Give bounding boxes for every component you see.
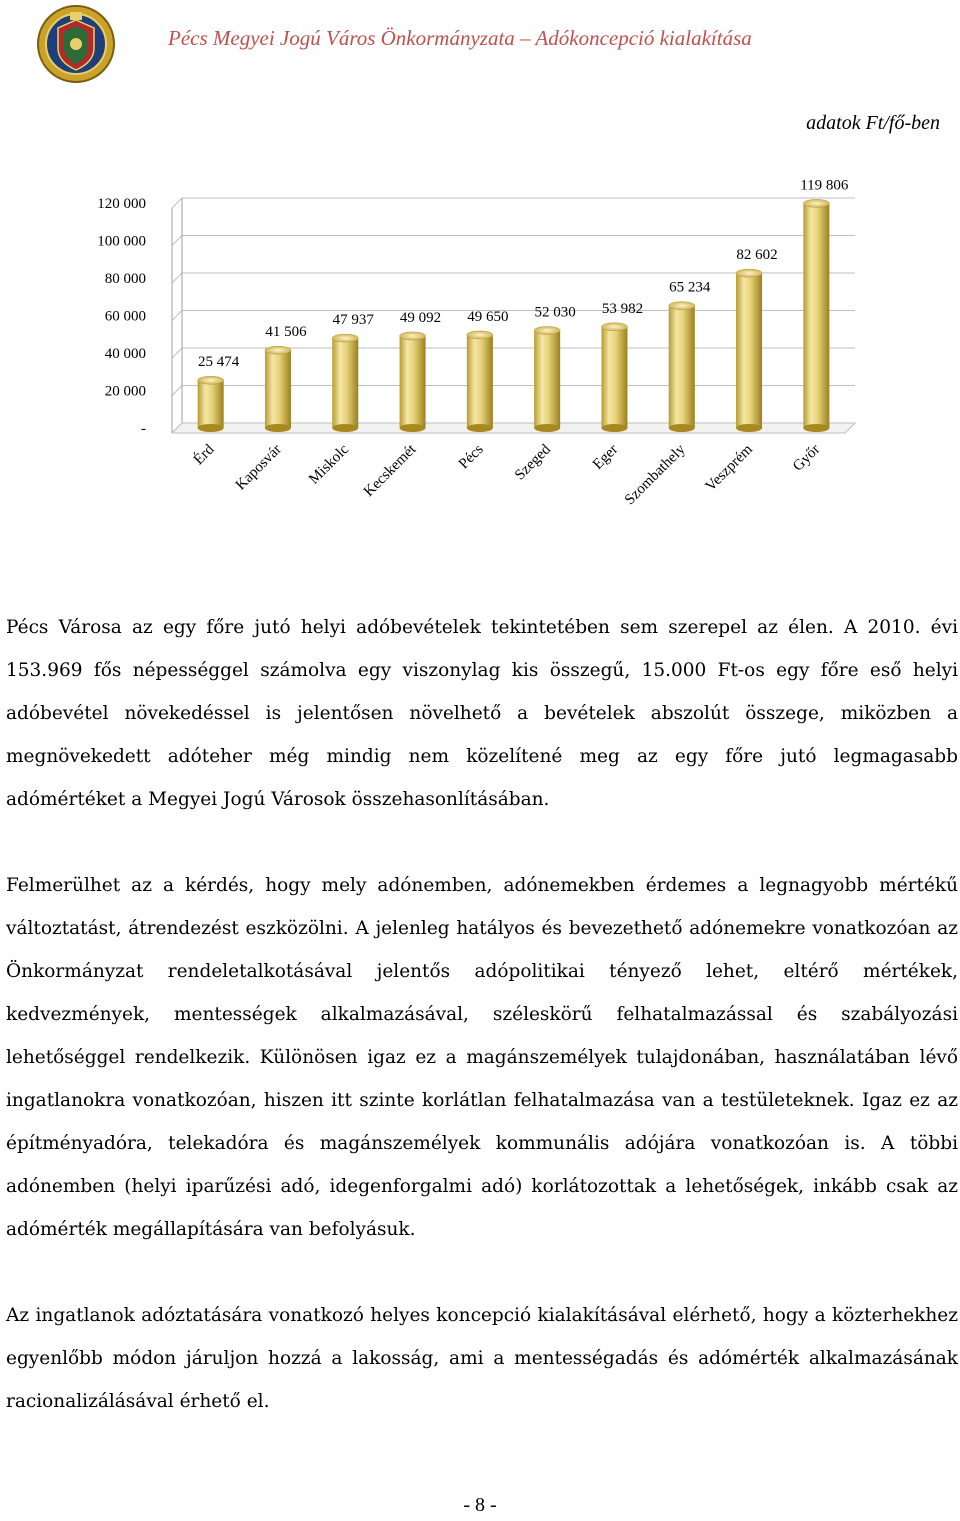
x-tick-label: Veszprém (702, 441, 756, 495)
bar-body (332, 338, 358, 428)
y-tick-label: 20 000 (104, 383, 146, 400)
bar-value-label: 53 982 (601, 300, 644, 317)
gridline-side (172, 273, 182, 283)
y-tick-label: 40 000 (104, 346, 146, 362)
x-tick-label: Pécs (455, 441, 487, 473)
bar-base (467, 424, 493, 432)
bar-base (265, 424, 291, 432)
bar-top (198, 376, 224, 384)
bar (534, 326, 560, 432)
paragraph-2: Felmerülhet az a kérdés, hogy mely adónemben, adónemekben érdemes a legnagyobb mértékű változtatást, átrendezést eszközölni. A jelenleg hatályos és bevezethető adónemekre vonatkozóan az Önkormányzat rendeletalkotásával jelentős adópolitikai tényező lehet, eltérő mértékek, kedvezmények, mentességek alkalmazásával, széleskörű felhatalmazással és szabályozási lehetőséggel rendelkezik. Különösen igaz ez a magánszemélyek tulajdonában, használatában lévő ingatlanokra vonatkozóan, hiszen itt szinte korlátlan felhatalmazása van a testületeknek. Igaz ez az építményadóra, telekadóra és magánszemélyek kommunális adójára vonatkozóan is. A többi adónemben (helyi iparűzési adó, idegenforgalmi adó) korlátozottak a lehetőségek, inkább csak az adómérték megállapítására van befolyásuk. (6, 875, 958, 1240)
bar-body (467, 335, 493, 428)
paragraph-3: Az ingatlanok adóztatására vonatkozó helyes koncepció kialakításával elérhető, hogy a közterhekhez egyenlőbb módon járuljon hozzá a lakosság, ami a mentességadás és adómérték alkalmazásának racionalizálásával érhető el. (6, 1305, 958, 1412)
bar-top (467, 331, 493, 339)
gridline-side (172, 311, 182, 321)
bar (198, 376, 224, 432)
bar-base (400, 424, 426, 432)
bar-body (736, 273, 762, 428)
chart-unit-note: adatok Ft/fő-ben (806, 112, 940, 134)
bar-value-label: 119 806 (800, 177, 849, 194)
bar-base (198, 424, 224, 432)
gridline-side (172, 198, 182, 208)
bar-top (534, 326, 560, 334)
paragraph-1: Pécs Városa az egy főre jutó helyi adóbevételek tekintetében sem szerepel az élen. A 2010. évi 153.969 fős népességgel számolva egy viszonylag kis összegű, 15.000 Ft-os egy főre eső helyi adóbevétel növekedéssel is jelentősen növelhető a bevételek abszolút összege, miközben a megnövekedett adóteher még mindig nem közelítené meg az egy főre jutó legmagasabb adómértéket a Megyei Jogú Városok összehasonlításában. (6, 617, 958, 810)
x-tick-label: Kecskemét (360, 441, 420, 500)
bar-value-label: 47 937 (332, 312, 374, 329)
gridline-side (172, 348, 182, 358)
bar-value-label: 49 650 (467, 308, 509, 325)
y-tick-label: 100 000 (97, 233, 146, 250)
bar (332, 334, 358, 432)
y-tick-label: 80 000 (104, 271, 146, 287)
x-tick-label: Miskolc (305, 441, 353, 488)
city-crest-icon (36, 4, 116, 84)
bar-base (669, 424, 695, 432)
bar (400, 332, 426, 432)
bar (467, 331, 493, 432)
bar-top (803, 199, 829, 207)
bar-base (736, 424, 762, 432)
bar-body (803, 203, 829, 428)
bar-body (601, 327, 627, 428)
bar-top (736, 269, 762, 277)
bar (265, 346, 291, 432)
header-title: Pécs Megyei Jogú Város Önkormányzata – Adókoncepció kialakítása (168, 26, 752, 50)
bar-body (198, 380, 224, 428)
bar (601, 323, 627, 432)
bar-body (669, 306, 695, 428)
bar-value-label: 41 506 (265, 324, 307, 341)
gridline-side (172, 236, 182, 246)
x-tick-label: Eger (589, 441, 622, 473)
bar-base (601, 424, 627, 432)
bar (669, 302, 695, 432)
bar-top (601, 323, 627, 331)
bar-value-label: 52 030 (534, 304, 576, 321)
bar-value-label: 49 092 (399, 309, 442, 326)
x-tick-label: Kaposvár (232, 441, 285, 494)
bar-base (332, 424, 358, 432)
y-tick-label: 120 000 (97, 196, 146, 212)
bar-body (400, 336, 426, 428)
bar-base (803, 424, 829, 432)
bar-value-label: 65 234 (669, 279, 711, 296)
y-tick-label: - (141, 421, 146, 437)
per-capita-tax-chart (0, 150, 960, 550)
bar-top (332, 334, 358, 342)
gridline-side (172, 386, 182, 396)
x-tick-label: Szeged (512, 441, 554, 484)
bar (736, 269, 762, 432)
bar-base (534, 424, 560, 432)
bar (803, 199, 829, 432)
bar-top (400, 332, 426, 340)
bar-top (265, 346, 291, 354)
y-tick-label: 60 000 (104, 308, 146, 325)
bar-body (534, 330, 560, 428)
bar-value-label: 82 602 (736, 247, 778, 264)
bar-body (265, 350, 291, 428)
x-tick-label: Győr (790, 441, 824, 475)
x-tick-label: Érd (190, 441, 218, 469)
bar-value-label: 25 474 (198, 354, 240, 371)
page-header (0, 0, 960, 90)
bar-top (669, 302, 695, 310)
x-tick-label: Szombathely (621, 441, 689, 509)
page-number: - 8 - (463, 1494, 497, 1516)
